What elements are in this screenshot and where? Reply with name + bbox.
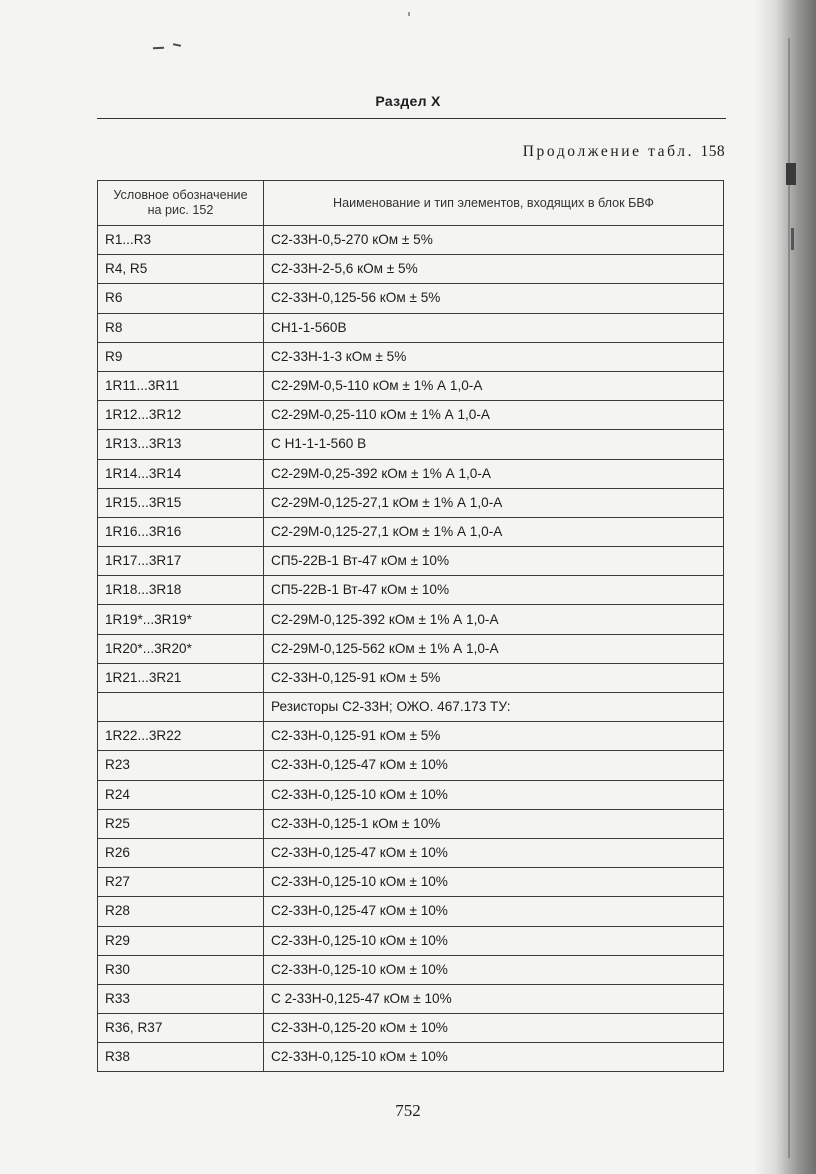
element-type-cell: С2-33Н-0,125-10 кОм ± 10% bbox=[264, 868, 724, 897]
table-row bbox=[98, 517, 724, 546]
element-type-cell: С Н1-1-1-560 В bbox=[264, 430, 724, 459]
designation-cell: R30 bbox=[98, 955, 264, 984]
element-type-cell: С2-33Н-0,125-91 кОм ± 5% bbox=[264, 722, 724, 751]
element-type-cell: С2-29М-0,25-392 кОм ± 1% А 1,0-А bbox=[264, 459, 724, 488]
designation-cell: R27 bbox=[98, 868, 264, 897]
table-row bbox=[98, 547, 724, 576]
table-row bbox=[98, 284, 724, 313]
element-type-cell: СП5-22В-1 Вт-47 кОм ± 10% bbox=[264, 576, 724, 605]
table-row bbox=[98, 255, 724, 284]
scan-edge-shadow bbox=[754, 0, 816, 1174]
element-type-cell: С2-29М-0,25-110 кОм ± 1% А 1,0-А bbox=[264, 401, 724, 430]
designation-cell: R33 bbox=[98, 984, 264, 1013]
element-type-cell: С2-33Н-0,125-91 кОм ± 5% bbox=[264, 663, 724, 692]
designation-cell: R38 bbox=[98, 1043, 264, 1072]
element-type-cell: С2-33Н-0,125-1 кОм ± 10% bbox=[264, 809, 724, 838]
table-row bbox=[98, 313, 724, 342]
header-rule bbox=[97, 118, 726, 119]
element-type-cell: СП5-22В-1 Вт-47 кОм ± 10% bbox=[264, 547, 724, 576]
element-type-cell: СН1-1-560В bbox=[264, 313, 724, 342]
table-caption-label: Продолжение табл. bbox=[522, 143, 695, 160]
table-row bbox=[98, 430, 724, 459]
element-type-cell: С2-29М-0,125-27,1 кОм ± 1% А 1,0-А bbox=[264, 517, 724, 546]
table-row bbox=[98, 488, 724, 517]
element-type-cell: С2-33Н-0,125-10 кОм ± 10% bbox=[264, 955, 724, 984]
table-caption bbox=[523, 143, 725, 161]
element-type-cell: С 2-33Н-0,125-47 кОм ± 10% bbox=[264, 984, 724, 1013]
scan-speck bbox=[408, 12, 410, 16]
designation-cell: R28 bbox=[98, 897, 264, 926]
table-row bbox=[98, 459, 724, 488]
column-header-designation: Условное обозначение на рис. 152 bbox=[98, 181, 264, 226]
table-row bbox=[98, 576, 724, 605]
designation-cell: 1R18...3R18 bbox=[98, 576, 264, 605]
element-type-cell: С2-33Н-0,125-10 кОм ± 10% bbox=[264, 780, 724, 809]
table-caption-number: 158 bbox=[700, 143, 725, 160]
element-type-cell: С2-33Н-0,125-47 кОм ± 10% bbox=[264, 897, 724, 926]
designation-cell: 1R13...3R13 bbox=[98, 430, 264, 459]
table-header-row bbox=[98, 181, 724, 226]
table-row bbox=[98, 722, 724, 751]
element-type-cell: С2-33Н-0,125-56 кОм ± 5% bbox=[264, 284, 724, 313]
designation-cell: 1R12...3R12 bbox=[98, 401, 264, 430]
scan-mark bbox=[153, 47, 164, 50]
designation-cell: 1R15...3R15 bbox=[98, 488, 264, 517]
designation-cell: R25 bbox=[98, 809, 264, 838]
element-type-cell: С2-33Н-0,125-47 кОм ± 10% bbox=[264, 838, 724, 867]
table-row bbox=[98, 780, 724, 809]
table-row bbox=[98, 401, 724, 430]
element-type-cell: С2-33Н-0,125-10 кОм ± 10% bbox=[264, 926, 724, 955]
table-row bbox=[98, 751, 724, 780]
designation-cell: R4, R5 bbox=[98, 255, 264, 284]
table-row bbox=[98, 663, 724, 692]
table-row bbox=[98, 693, 724, 722]
table-row bbox=[98, 342, 724, 371]
table-row bbox=[98, 634, 724, 663]
table-body bbox=[98, 226, 724, 1072]
designation-cell: R23 bbox=[98, 751, 264, 780]
designation-cell: R29 bbox=[98, 926, 264, 955]
designation-cell: R9 bbox=[98, 342, 264, 371]
table-row bbox=[98, 605, 724, 634]
element-type-cell: С2-33Н-1-3 кОм ± 5% bbox=[264, 342, 724, 371]
designation-cell: 1R21...3R21 bbox=[98, 663, 264, 692]
designation-cell: 1R19*...3R19* bbox=[98, 605, 264, 634]
element-type-cell: С2-29М-0,125-392 кОм ± 1% А 1,0-А bbox=[264, 605, 724, 634]
page-number: 752 bbox=[395, 1101, 421, 1120]
element-type-cell: С2-33Н-0,5-270 кОм ± 5% bbox=[264, 226, 724, 255]
designation-cell: R36, R37 bbox=[98, 1014, 264, 1043]
table-row bbox=[98, 1014, 724, 1043]
element-type-cell: Резисторы С2-33Н; ОЖО. 467.173 ТУ: bbox=[264, 693, 724, 722]
scan-edge-mark bbox=[786, 163, 796, 185]
designation-cell: R6 bbox=[98, 284, 264, 313]
element-type-cell: С2-33Н-2-5,6 кОм ± 5% bbox=[264, 255, 724, 284]
element-type-cell: С2-33Н-0,125-47 кОм ± 10% bbox=[264, 751, 724, 780]
element-type-cell: С2-33Н-0,125-10 кОм ± 10% bbox=[264, 1043, 724, 1072]
designation-cell: 1R22...3R22 bbox=[98, 722, 264, 751]
running-head: Раздел X bbox=[375, 93, 441, 109]
table-row bbox=[98, 809, 724, 838]
designation-cell: R24 bbox=[98, 780, 264, 809]
scan-edge-mark bbox=[791, 228, 794, 250]
designation-cell: R26 bbox=[98, 838, 264, 867]
table-row bbox=[98, 371, 724, 400]
table-row bbox=[98, 226, 724, 255]
table-row bbox=[98, 868, 724, 897]
designation-cell: 1R14...3R14 bbox=[98, 459, 264, 488]
table-row bbox=[98, 955, 724, 984]
element-type-cell: С2-29М-0,125-27,1 кОм ± 1% А 1,0-А bbox=[264, 488, 724, 517]
table-row bbox=[98, 984, 724, 1013]
column-header-name-type: Наименование и тип элементов, входящих в блок БВФ bbox=[264, 181, 724, 226]
scan-edge-line bbox=[788, 38, 790, 1158]
designation-cell: R1...R3 bbox=[98, 226, 264, 255]
designation-cell: 1R16...3R16 bbox=[98, 517, 264, 546]
designation-cell: 1R17...3R17 bbox=[98, 547, 264, 576]
table-row bbox=[98, 838, 724, 867]
designation-cell bbox=[98, 693, 264, 722]
element-type-cell: С2-29М-0,125-562 кОм ± 1% А 1,0-А bbox=[264, 634, 724, 663]
designation-cell: R8 bbox=[98, 313, 264, 342]
element-type-cell: С2-29М-0,5-110 кОм ± 1% А 1,0-А bbox=[264, 371, 724, 400]
components-table bbox=[97, 180, 724, 1072]
element-type-cell: С2-33Н-0,125-20 кОм ± 10% bbox=[264, 1014, 724, 1043]
table-row bbox=[98, 1043, 724, 1072]
table-row bbox=[98, 897, 724, 926]
designation-cell: 1R11...3R11 bbox=[98, 371, 264, 400]
designation-cell: 1R20*...3R20* bbox=[98, 634, 264, 663]
scan-mark bbox=[173, 43, 181, 47]
table-row bbox=[98, 926, 724, 955]
